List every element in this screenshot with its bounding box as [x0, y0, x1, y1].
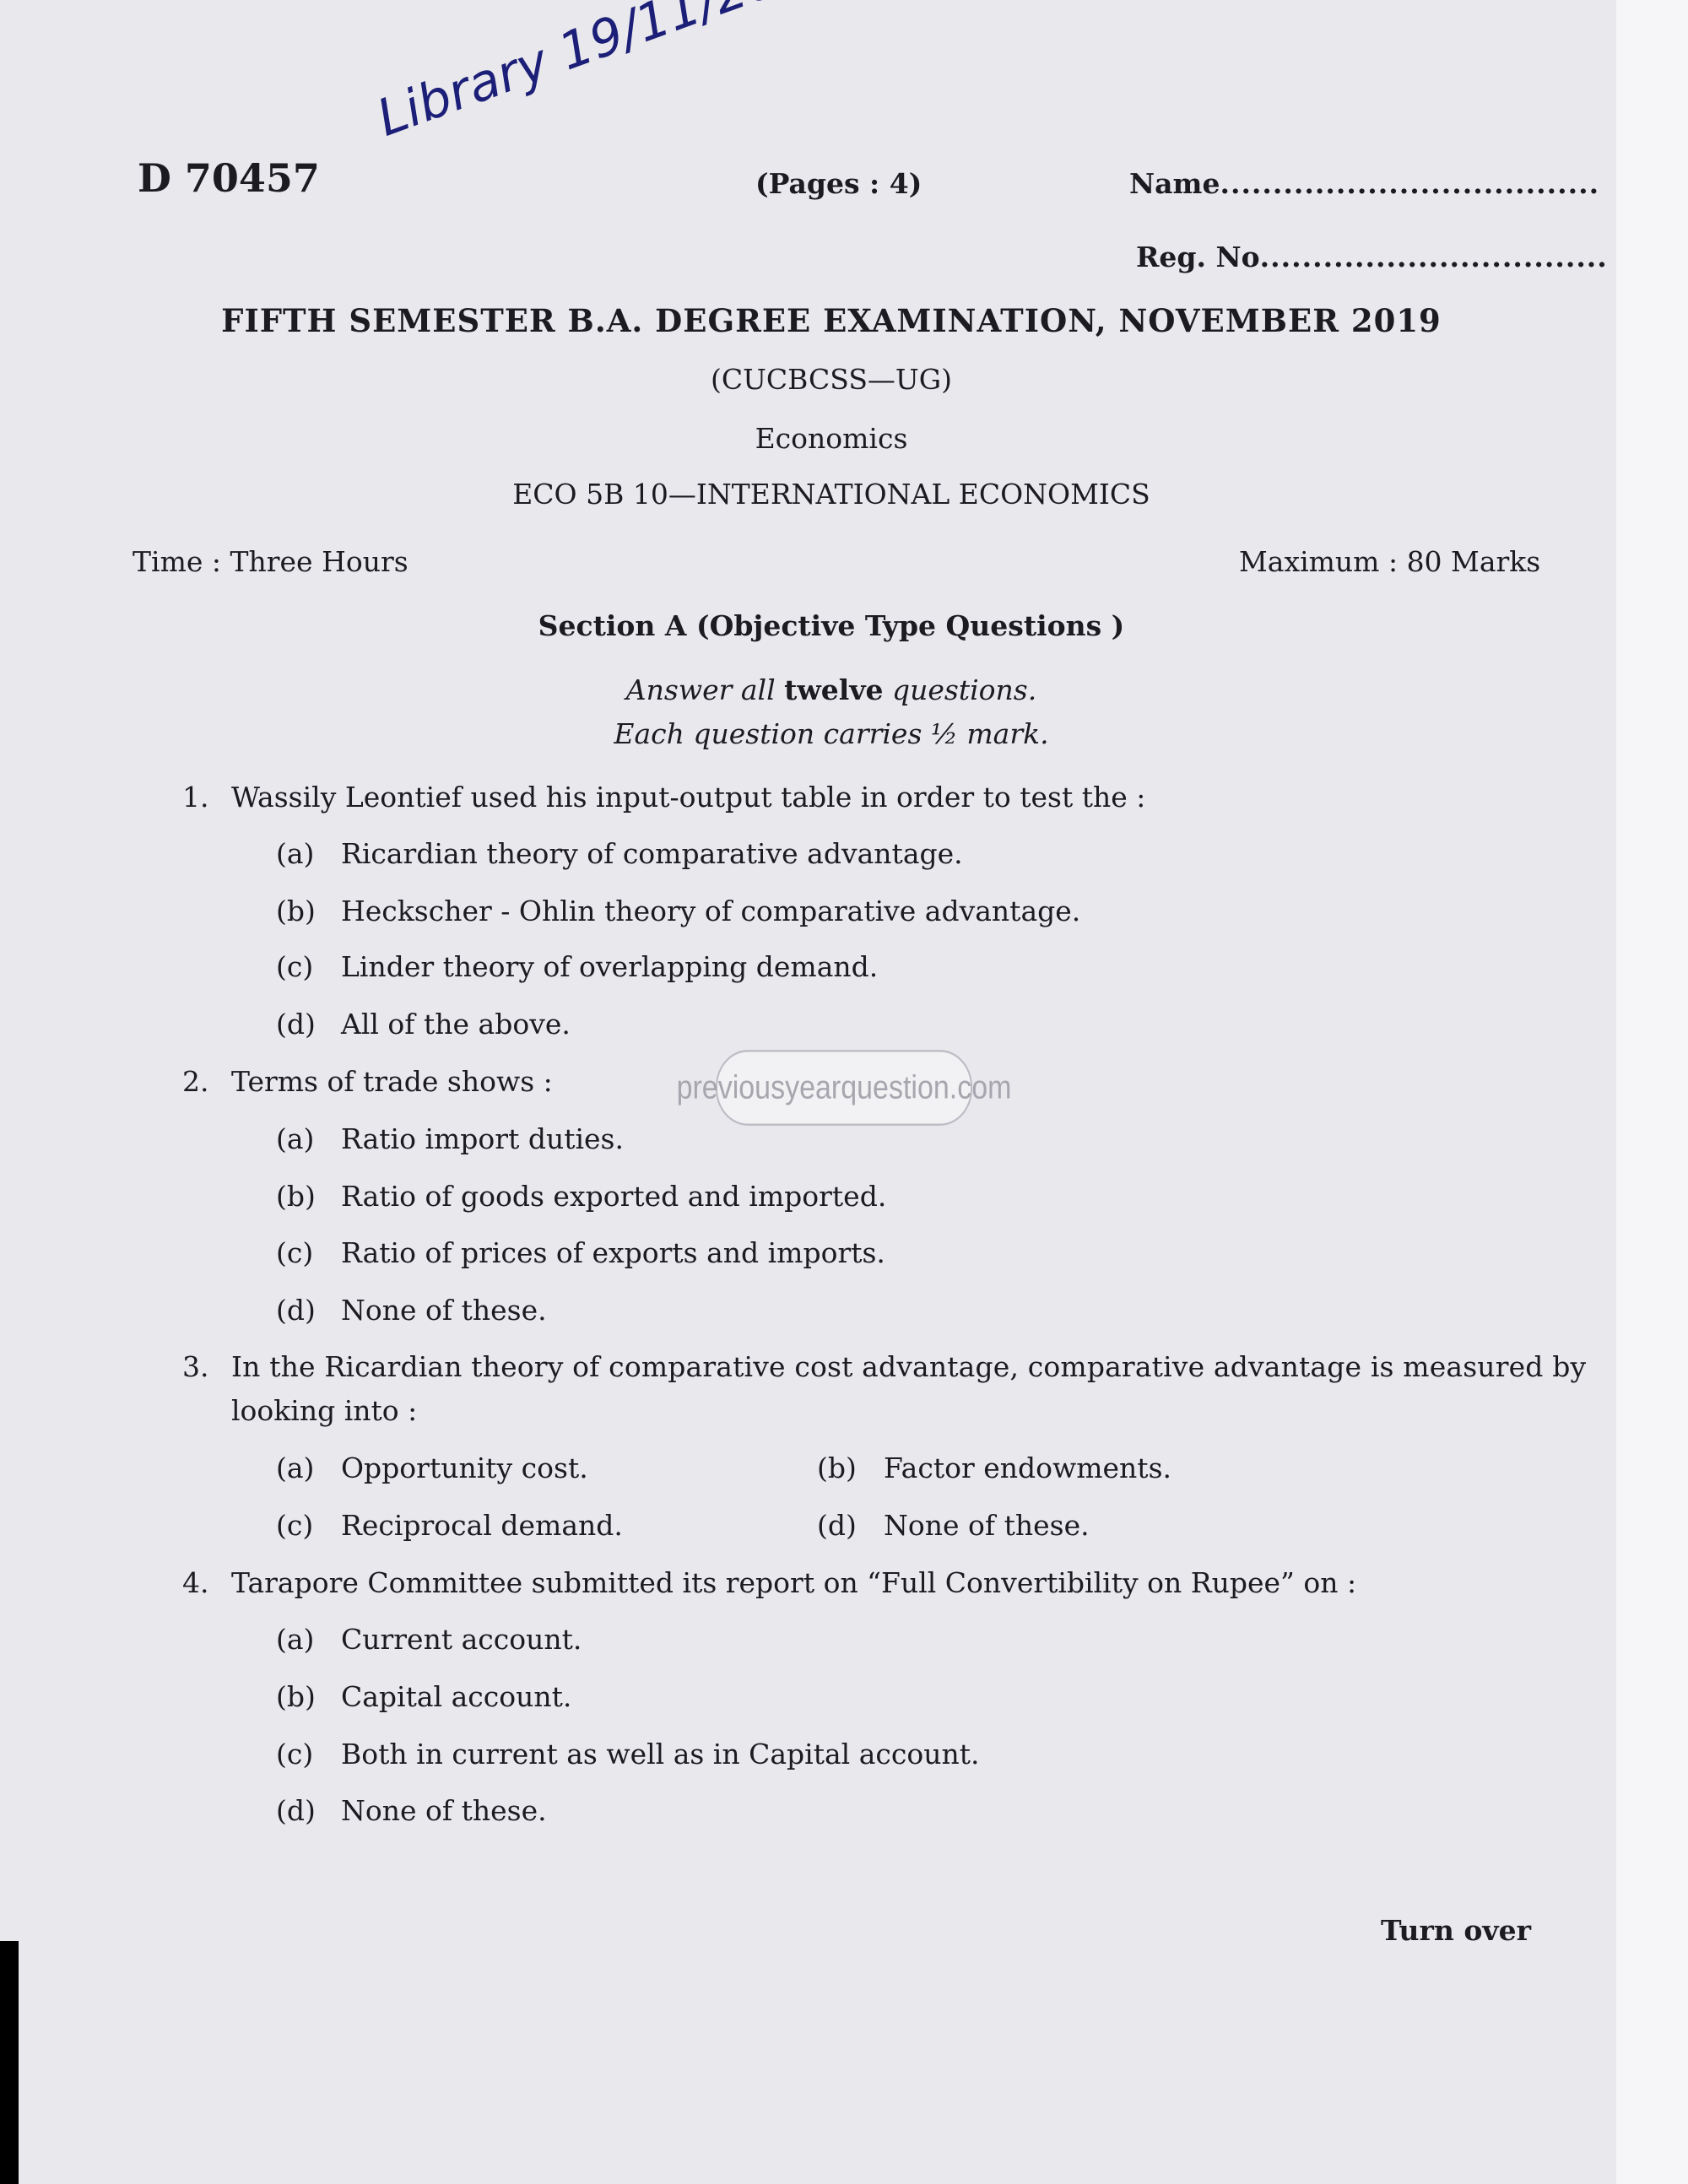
- option-text: Both in current as well as in Capital account.: [341, 1738, 980, 1770]
- option-text: Factor endowments.: [884, 1451, 1171, 1484]
- option-label: (c): [276, 1738, 314, 1770]
- option-label: (a): [276, 1451, 315, 1484]
- option-label: (b): [276, 1180, 316, 1213]
- instr-text: questions.: [883, 673, 1037, 706]
- reg-dots: .................................: [1259, 241, 1608, 273]
- scan-border: [0, 1941, 19, 2184]
- question-text: Terms of trade shows :: [231, 1065, 553, 1098]
- option-text: All of the above.: [341, 1008, 571, 1041]
- question-text: Wassily Leontief used his input-output table in order to test the :: [231, 781, 1146, 814]
- option-label: (d): [276, 1008, 316, 1041]
- question-number: 1.: [182, 781, 209, 814]
- option-label: (d): [817, 1509, 857, 1542]
- question-text-continued: looking into :: [231, 1394, 418, 1427]
- option-text: Reciprocal demand.: [341, 1509, 623, 1542]
- max-marks: Maximum : 80 Marks: [1239, 545, 1541, 578]
- option-label: (c): [276, 1236, 314, 1269]
- option-label: (b): [817, 1451, 857, 1484]
- watermark: previousyearquestion.com: [716, 1050, 972, 1126]
- option-label: (d): [276, 1794, 316, 1827]
- option-text: Ricardian theory of comparative advantage.: [341, 837, 963, 870]
- option-text: Opportunity cost.: [341, 1451, 588, 1484]
- turn-over-note: Turn over: [1381, 1914, 1531, 1947]
- page-count: (Pages : 4): [755, 167, 922, 200]
- question-text: Tarapore Committee submitted its report on “Full Convertibility on Rupee” on :: [231, 1566, 1357, 1599]
- option-text: Capital account.: [341, 1680, 572, 1713]
- option-label: (b): [276, 1680, 316, 1713]
- section-instruction: [0, 673, 1663, 706]
- instr-text: Answer all: [625, 673, 785, 706]
- exam-title: FIFTH SEMESTER B.A. DEGREE EXAMINATION, NOVEMBER 2019: [221, 302, 1442, 339]
- section-marks-note: Each question carries ½ mark.: [614, 717, 1049, 750]
- paper-code: D 70457: [138, 155, 320, 201]
- question-number: 4.: [182, 1566, 209, 1599]
- option-label: (a): [276, 1623, 315, 1656]
- option-text: None of these.: [341, 1794, 547, 1827]
- instr-bold: twelve: [784, 673, 884, 706]
- exam-time: Time : Three Hours: [133, 545, 408, 578]
- reg-label: Reg. No: [1136, 241, 1260, 273]
- option-text: Ratio of prices of exports and imports.: [341, 1236, 885, 1269]
- section-heading: Section A (Objective Type Questions ): [538, 609, 1125, 642]
- option-label: (c): [276, 950, 314, 983]
- name-label: Name: [1129, 167, 1220, 200]
- question-text: In the Ricardian theory of comparative cost advantage, comparative advantage is measured by: [231, 1350, 1587, 1383]
- exam-scheme: (CUCBCSS—UG): [711, 363, 952, 396]
- option-text: Ratio import duties.: [341, 1122, 624, 1155]
- name-field: [1129, 167, 1599, 200]
- option-text: Ratio of goods exported and imported.: [341, 1180, 887, 1213]
- exam-subject: Economics: [755, 422, 908, 455]
- name-dots: ....................................: [1220, 167, 1600, 200]
- option-text: Linder theory of overlapping demand.: [341, 950, 879, 983]
- option-text: None of these.: [341, 1294, 547, 1327]
- option-label: (a): [276, 837, 315, 870]
- option-label: (d): [276, 1294, 316, 1327]
- option-text: None of these.: [884, 1509, 1090, 1542]
- option-label: (b): [276, 895, 316, 927]
- exam-paper: ECO 5B 10—INTERNATIONAL ECONOMICS: [512, 478, 1150, 511]
- option-text: Current account.: [341, 1623, 582, 1656]
- question-number: 2.: [182, 1065, 209, 1098]
- question-number: 3.: [182, 1350, 209, 1383]
- option-label: (a): [276, 1122, 315, 1155]
- option-label: (c): [276, 1509, 314, 1542]
- option-text: Heckscher - Ohlin theory of comparative advantage.: [341, 895, 1081, 927]
- reg-field: [1136, 241, 1608, 273]
